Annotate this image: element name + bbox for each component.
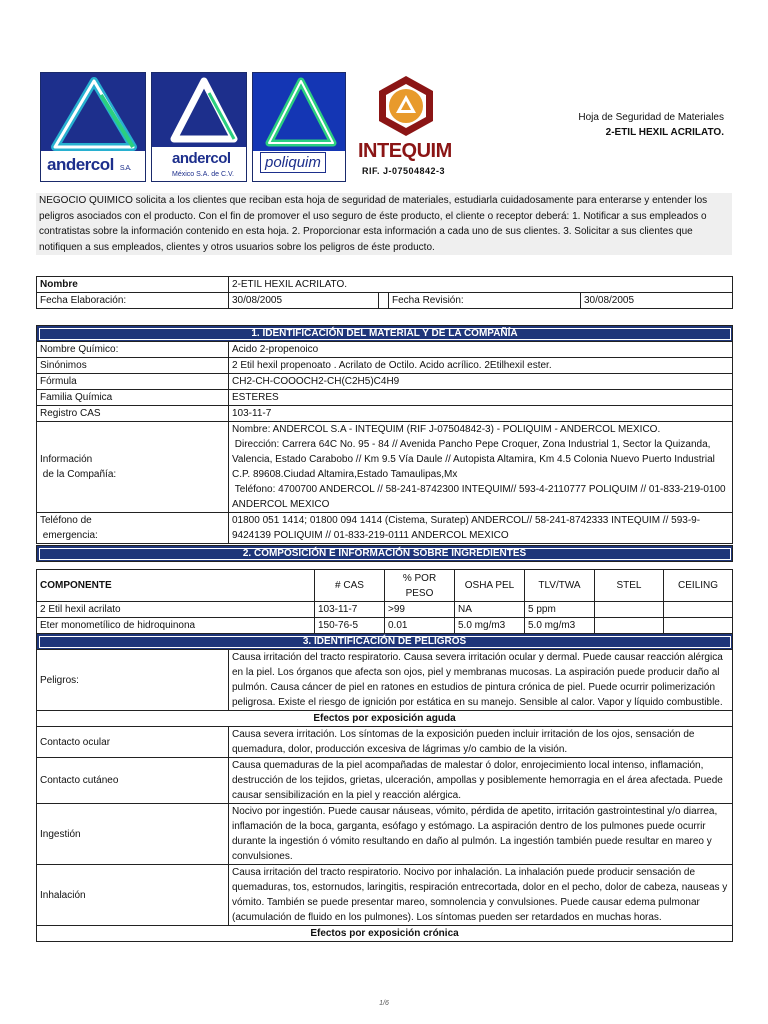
company-phone-line: Teléfono: 4700700 ANDERCOL // 58-241-8742300 INTEQUIM// 593-4-2110777 POLIQUIM // 01-833-219-0100 ANDERCOL MEXICO	[232, 484, 728, 510]
s1-row-value: 103-11-7	[229, 406, 733, 422]
component-tlv: 5.0 mg/m3	[525, 618, 595, 634]
andercol-logo-suffix: S.A.	[119, 165, 132, 172]
section1-table	[36, 325, 733, 544]
document-title	[578, 110, 724, 140]
andercol-mexico-logo	[151, 72, 247, 182]
andercol-logo	[40, 72, 146, 182]
peligros-label: Peligros:	[37, 650, 229, 711]
s1-row-value: 2 Etil hexil propenoato . Acrilato de Octilo. Acido acrílico. 2Etilhexil ester.	[229, 358, 733, 374]
intro-paragraph: NEGOCIO QUIMICO solicita a los clientes que reciban esta hoja de seguridad de materiales, estudiarla cuidadosamente para enterarse y entender los peligros asociados con el producto. Con el fin de promover el uso seguro de éste producto, el cliente o receptor deberá: 1. Notificar a sus empleados o contratistas sobre la información contenido en esta hoja. 2. Proporcionar esta información a cada uno de sus clientes. 3. Solicitar a sus clientes que notifiquen a sus empleados, clientes y otros usuarios sobre los peligros de éste producto.	[36, 193, 732, 255]
page-number: 1/6	[379, 1000, 389, 1007]
company-info-label	[37, 422, 229, 513]
col-header-ceiling: CEILING	[664, 570, 733, 602]
component-cas: 103-11-7	[315, 602, 385, 618]
fecha-elaboracion-label: Fecha Elaboración:	[37, 293, 229, 309]
company-name-line: Nombre: ANDERCOL S.A - INTEQUIM (RIF J-07504842-3) - POLIQUIM - ANDERCOL MEXICO.	[232, 424, 661, 435]
company-info-label-line: Información	[40, 454, 93, 465]
company-info-label-line: de la Compañía:	[40, 469, 117, 480]
component-stel	[595, 602, 664, 618]
section2-header: 2. COMPOSICIÓN E INFORMACIÓN SOBRE INGREDIENTES	[37, 546, 733, 562]
acute-effect-label: Contacto ocular	[37, 727, 229, 758]
fecha-revision-value: 30/08/2005	[581, 293, 733, 309]
section2-table	[36, 545, 733, 634]
component-name: 2 Etil hexil acrilato	[37, 602, 315, 618]
chronic-effects-title: Efectos por exposición crónica	[37, 926, 733, 942]
section1-header: 1. IDENTIFICACIÓN DEL MATERIAL Y DE LA COMPAÑÍA	[37, 326, 733, 342]
andercol-logo-name: andercol	[47, 155, 114, 174]
col-header-cas: # CAS	[315, 570, 385, 602]
andercol-triangle-icon	[41, 73, 146, 155]
component-peso: 0.01	[385, 618, 455, 634]
intequim-hexagon-icon	[376, 74, 436, 138]
acute-effect-value: Nocivo por ingestión. Puede causar náuseas, vómito, pérdida de apetito, irritación gastrointestinal y/o diarrea, inflamación de la boca, garganta, esófago y estómago. La aspiración dentro de los pulmones puede ocurrir durante la ingestión ó vómito resultando en daño al pulmón. La ingestión también puede resultar en mareo y convulsiones.	[229, 804, 733, 865]
s1-row-value: ESTERES	[229, 390, 733, 406]
acute-effect-label: Inhalación	[37, 865, 229, 926]
fecha-elaboracion-value: 30/08/2005	[229, 293, 379, 309]
poliquim-logo-name: poliquim	[260, 152, 326, 173]
document-type: Hoja de Seguridad de Materiales	[578, 112, 724, 123]
summary-table	[36, 276, 733, 309]
component-stel	[595, 618, 664, 634]
acute-effect-label: Ingestión	[37, 804, 229, 865]
peligros-value: Causa irritación del tracto respiratorio. Causa severa irritación ocular y dermal. Puede causar reacción alérgica en la piel. Los órganos que afecta son ojos, piel y membranas mucosas. La aspiración puede producir daño al pulmón. Causa cáncer de piel en ratones en estudios de pintura crónica de piel. Puede ocurrir polimerización peligrosa. Existe el riesgo de ignición por estática en su manejo. Sensible al calor. Vapor y líquido combustible.	[229, 650, 733, 711]
component-ceiling	[664, 602, 733, 618]
component-osha: 5.0 mg/m3	[455, 618, 525, 634]
acute-effects-title: Efectos por exposición aguda	[37, 711, 733, 727]
table-row	[37, 618, 733, 634]
s1-row-label: Registro CAS	[37, 406, 229, 422]
col-header-componente: COMPONENTE	[37, 570, 315, 602]
poliquim-logo	[252, 72, 346, 182]
s1-row-label: Fórmula	[37, 374, 229, 390]
acute-effect-value: Causa irritación del tracto respiratorio. Nocivo por inhalación. La inhalación puede producir sensación de quemaduras, tos, estornudos, laringitis, respiración entrecortada, dolor en el pecho, dolor de cabeza, nauseas y vómito. También se puede presentar mareo, somnolencia y convulsiones. Puede causar edema pulmonar (acumulación de fluido en los pulmones). Los síntomas pueden ser retardados en muchas horas.	[229, 865, 733, 926]
section2-gap	[37, 562, 733, 570]
andercol-mexico-logo-sub: México S.A. de C.V.	[172, 171, 234, 178]
s1-row-label: Nombre Químico:	[37, 342, 229, 358]
component-tlv: 5 ppm	[525, 602, 595, 618]
component-name: Eter monometílico de hidroquinona	[37, 618, 315, 634]
nombre-value: 2-ETIL HEXIL ACRILATO.	[229, 277, 733, 293]
emergency-label-line: Teléfono de	[40, 515, 92, 526]
col-header-stel: STEL	[595, 570, 664, 602]
col-header-tlv-twa: TLV/TWA	[525, 570, 595, 602]
intequim-logo	[358, 72, 470, 184]
col-header-osha-pel: OSHA PEL	[455, 570, 525, 602]
emergency-phone-label	[37, 513, 229, 544]
product-name: 2-ETIL HEXIL ACRILATO.	[605, 127, 724, 138]
acute-effect-value: Causa severa irritación. Los síntomas de la exposición pueden incluir irritación de los ojos, sensación de quemadura, dolor, producción excesiva de lágrimas y/o cambio de la visión.	[229, 727, 733, 758]
table-row	[37, 602, 733, 618]
summary-spacer-cell	[379, 293, 389, 309]
acute-effect-value: Causa quemaduras de la piel acompañadas de malestar ó dolor, enrojecimiento local intenso, inflamación, destrucción de los tejidos, grietas, ulceración, ampollas y posiblemente hemorragia en el área afectada. Puede causar sensibilización en la piel y reacción alérgica.	[229, 758, 733, 804]
s1-row-label: Sinónimos	[37, 358, 229, 374]
acute-effect-label: Contacto cutáneo	[37, 758, 229, 804]
s1-row-label: Familia Química	[37, 390, 229, 406]
nombre-label: Nombre	[37, 277, 229, 293]
emergency-label-line: emergencia:	[40, 530, 98, 541]
component-peso: >99	[385, 602, 455, 618]
component-cas: 150-76-5	[315, 618, 385, 634]
fecha-revision-label: Fecha Revisión:	[389, 293, 581, 309]
col-header-por-peso: % POR PESO	[385, 570, 455, 602]
section3-header: 3. IDENTIFICACIÓN DE PELIGROS	[37, 634, 733, 650]
section3-table	[36, 633, 733, 942]
company-address-line: Dirección: Carrera 64C No. 95 - 84 // Avenida Pancho Pepe Croquer, Zona Industrial 1, Sector la Quizanda, Valencia, Estado Carabobo // Km 9.5 Vía Daule // Autopista Altamira, Km 4.5 Colonia Nuevo Puerto Industrial C.P. 89608.Ciudad Altamira,Estado Tamaulipas,Mx	[232, 439, 718, 480]
s1-row-value: CH2-CH-COOOCH2-CH(C2H5)C4H9	[229, 374, 733, 390]
intequim-logo-name: INTEQUIM	[358, 140, 452, 162]
component-ceiling	[664, 618, 733, 634]
intequim-logo-rif: RIF. J-07504842-3	[362, 166, 446, 176]
andercol-mexico-logo-name: andercol	[172, 150, 231, 167]
andercol-triangle-icon	[152, 73, 247, 151]
emergency-phone-value: 01800 051 1414; 01800 094 1414 (Cistema, Suratep) ANDERCOL// 58-241-8742333 INTEQUIM // 593-9-9424139 POLIQUIM // 01-833-219-0111 ANDERCOL MEXICO	[229, 513, 733, 544]
component-osha: NA	[455, 602, 525, 618]
s1-row-value: Acido 2-propenoico	[229, 342, 733, 358]
company-info-value	[229, 422, 733, 513]
andercol-triangle-icon	[253, 73, 346, 155]
